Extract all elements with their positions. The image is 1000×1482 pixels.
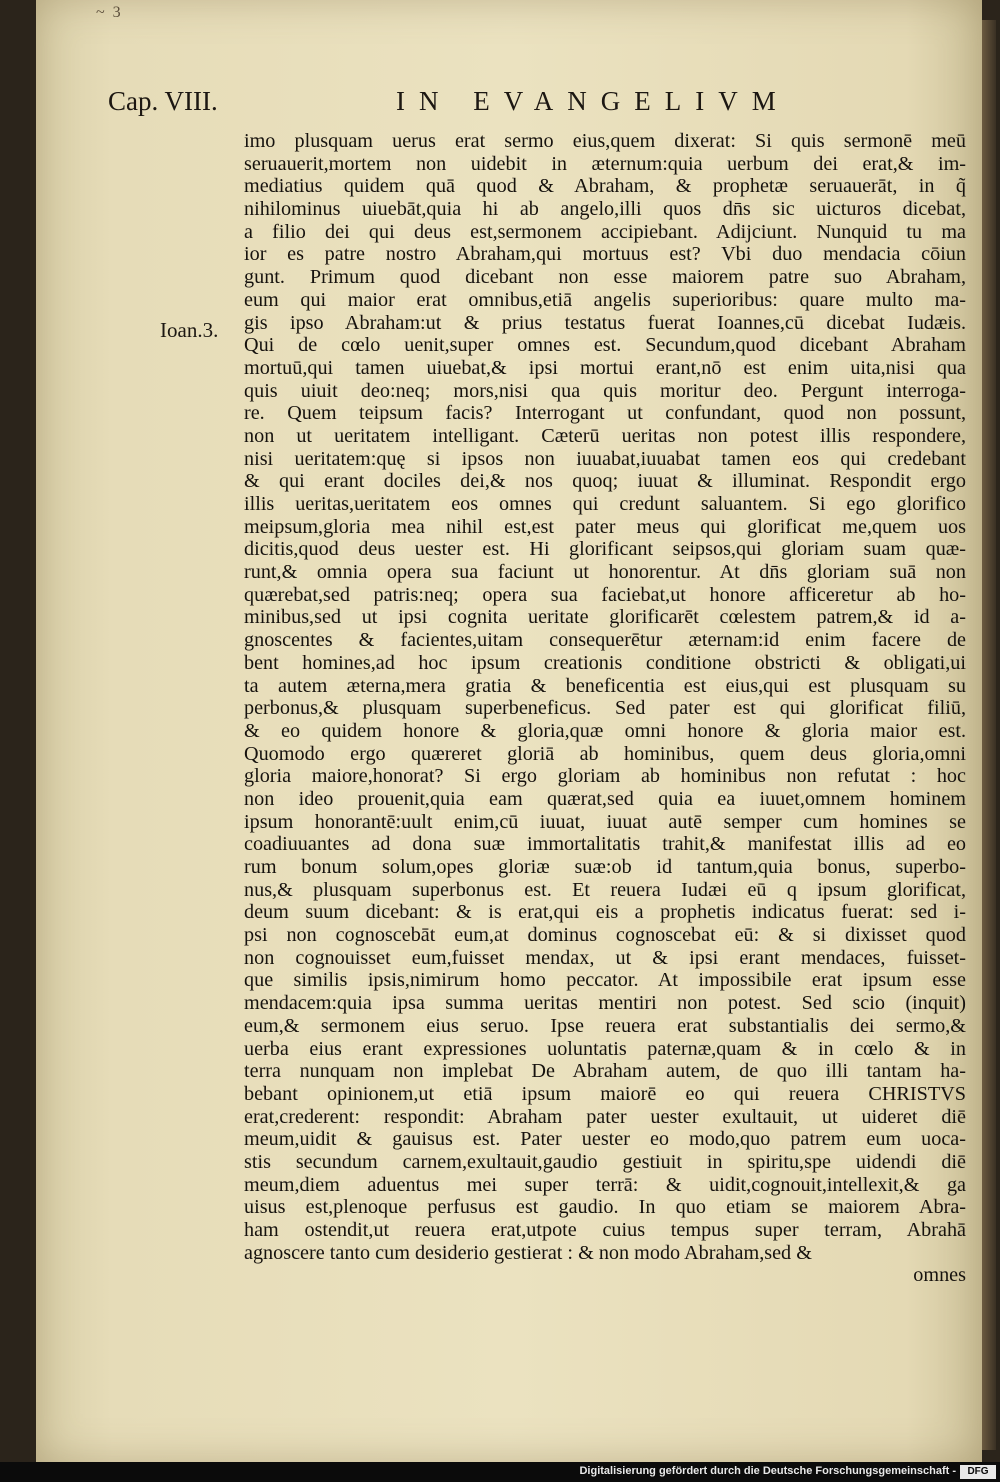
text-line: gis ipso Abraham:ut & prius testatus fuerat Ioannes,cū dicebat Iudæis. (244, 311, 966, 334)
text-line: uisus est,plenoque perfusus est gaudio. In quo etiam se maiorem Abra- (244, 1196, 966, 1219)
text-line: uerba eius erant expressiones uoluntatis paternæ,quam & in cœlo & in (244, 1037, 966, 1060)
text-line: & qui erant dociles dei,& nos quoq; iuuat & illuminat. Respondit ergo (244, 470, 966, 493)
text-line: meipsum,gloria mea nihil est,est pater meus qui glorificat me,quem uos (244, 515, 966, 538)
text-line: Quomodo ergo quæreret gloriā ab hominibus, quem deus gloria,omni (244, 742, 966, 765)
page-edge (982, 20, 996, 1450)
text-line: mendacem:quia ipsa summa ueritas mentiri non potest. Sed scio (inquit) (244, 992, 966, 1015)
text-line: a filio dei qui deus est,sermonem accipiebant. Adijciunt. Nunquid tu ma (244, 220, 966, 243)
text-line: meum,uidit & gauisus est. Pater uester eo modo,quo patrem eum uoca- (244, 1128, 966, 1151)
text-line: erat,crederent: respondit: Abraham pater uester exultauit, ut uideret diē (244, 1105, 966, 1128)
text-line: runt,& omnia opera sua faciunt ut honorentur. At dn̄s gloriam suā non (244, 561, 966, 584)
text-line: illis ueritas,ueritatem eos omnes qui credunt saluantem. Si ego glorifico (244, 493, 966, 515)
chapter-label: Cap. VIII. (108, 86, 218, 116)
text-line: nus,& plusquam superbonus est. Et reuera Iudæi eū q ipsum glorificat, (244, 878, 966, 901)
margin-note: Ioan.3. (160, 318, 219, 342)
text-line: quærebat,sed patris:neq; opera sua faciebat,ut honore afficeretur ab ho- (244, 583, 966, 606)
text-line: re. Quem teipsum facis? Interrogant ut confundant, quod non possunt, (244, 402, 966, 425)
text-line: nihilominus uiuebāt,quia hi ab angelo,illi quos dn̄s sic uicturos dicebat, (244, 198, 966, 221)
text-line: ta autem æterna,mera gratia & beneficentia est eius,qui est plusquam su (244, 674, 966, 697)
text-line: perbonus,& plusquam superbeneficus. Sed pater est qui glorificat filiū, (244, 697, 966, 720)
text-line: gloria maiore,honorat? Si ergo gloriam ab hominibus non refutat : hoc (244, 765, 966, 788)
footer-bar (0, 1462, 1000, 1482)
book-page (36, 0, 982, 1462)
text-line: bent homines,ad hoc ipsum creationis conditione obstricti & obligati,ui (244, 651, 966, 674)
text-line: rum bonum solum,opes gloriæ suæ:ob id tantum,quia bonus, superbo- (244, 856, 966, 878)
text-line: dicitis,quod deus uester est. Hi glorificant seipsos,qui gloriam suam quæ- (244, 538, 966, 561)
text-line: ham ostendit,ut reuera erat,utpote cuius tempus super terram, Abrahā (244, 1219, 966, 1241)
text-line: agnoscere tanto cum desiderio gestierat : & non modo Abraham,sed & (244, 1241, 812, 1264)
text-line: ipsum honorantē:uult enim,cū iuuat, iuuat autē semper cum homines se (244, 810, 966, 833)
dfg-logo: DFG (960, 1465, 996, 1479)
text-line: seruauerit,mortem non uidebit in æternum:quia uerbum dei erat,& im- (244, 152, 966, 175)
text-line: quis uiuit deo:neq; mors,nisi qua quis moritur deo. Pergunt interroga- (244, 379, 966, 402)
body-text (244, 130, 966, 1287)
corner-mark: ~ 3 (96, 4, 123, 21)
text-line: minibus,sed ut ipsi cognita ueritate glorificarēt cœlestem patrem,& id a- (244, 606, 966, 629)
text-line: eum qui maior erat omnibus,etiā angelis superioribus: quare multo ma- (244, 288, 966, 311)
text-line: eum,& sermonem eius seruo. Ipse reuera erat substantialis dei sermo,& (244, 1014, 966, 1037)
running-title: IN EVANGELIVM (396, 86, 790, 116)
text-line: mediatius quidem quā quod & Abraham, & prophetæ seruauerāt, in q̃ (244, 175, 966, 198)
text-line: non ut ueritatem intelligant. Cæterū ueritas non potest illis respondere, (244, 424, 966, 447)
text-line: que similis ipsis,nimirum homo peccator. At impossibile erat ipsum esse (244, 969, 966, 992)
text-line: non ideo prouenit,quia eam quærat,sed quia ea iuuet,omnem hominem (244, 787, 966, 810)
catchword: omnes (913, 1264, 966, 1287)
text-line: terra nunquam non implebat De Abraham autem, de quo illi tantam ha- (244, 1060, 966, 1083)
text-line: ior es patre nostro Abraham,qui mortuus est? Vbi duo mendacia cōiun (244, 243, 966, 266)
text-line: gunt. Primum quod dicebant non esse maiorem patre suo Abraham, (244, 266, 966, 289)
text-line: nisi ueritatem:quę si ipsos non iuuabat,iuuabat tamen eos qui credebant (244, 447, 966, 470)
text-line: imo plusquam uerus erat sermo eius,quem dixerat: Si quis sermonē meū (244, 130, 966, 152)
text-line: Qui de cœlo uenit,super omnes est. Secundum,quod dicebant Abraham (244, 334, 966, 357)
text-line: non cognouisset eum,fuisset mendax, ut & ipsi erant mendaces, fuisset- (244, 946, 966, 969)
footer-credit: Digitalisierung gefördert durch die Deutsche Forschungsgemeinschaft - (579, 1465, 956, 1477)
text-line: meum,diem aduentus mei super terrā: & uidit,cognouit,intellexit,& ga (244, 1173, 966, 1196)
text-line: & eo quidem honore & gloria,quæ omni honore & gloria maior est. (244, 719, 966, 742)
text-line: coadiuuantes ad dona suæ immortalitatis trahit,& manifestat illis ad eo (244, 833, 966, 856)
text-line: mortuū,qui tamen uiuebat,& ipsi mortui erant,nō est enim uita,nisi qua (244, 356, 966, 379)
text-line: psi non cognoscebāt eum,at dominus cognoscebat eū: & si dixisset quod (244, 924, 966, 947)
text-line: gnoscentes & facientes,uitam consequerētur æternam:id enim facere de (244, 629, 966, 652)
text-line: deum suum dicebant: & is erat,qui eis a prophetis indicatus fuerat: sed i- (244, 901, 966, 924)
page-header (36, 86, 982, 126)
text-line: bebant opinionem,ut etiā ipsum maiorē eo qui reuera CHRISTVS (244, 1082, 966, 1105)
text-line: stis secundum carnem,exultauit,gaudio gestiuit in spiritu,spe uidendi diē (244, 1150, 966, 1173)
